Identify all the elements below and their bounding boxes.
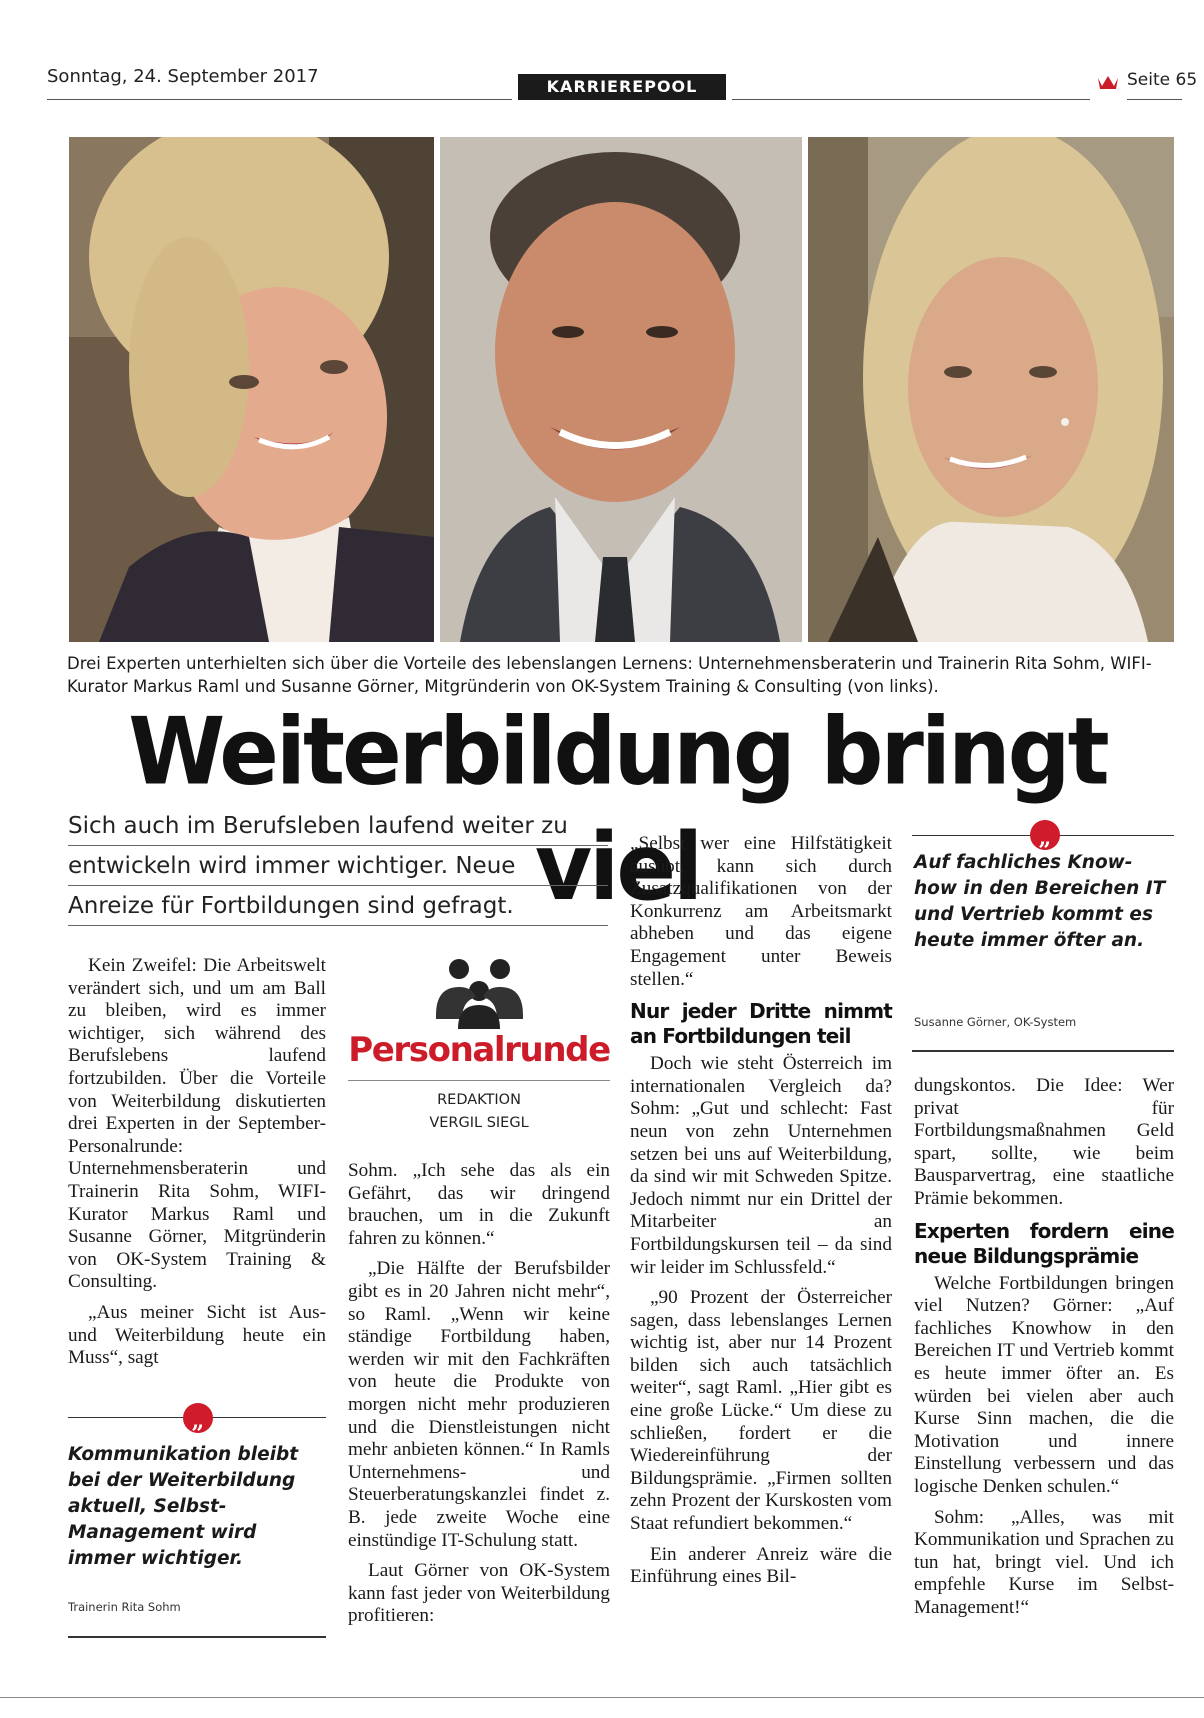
lead-line-2: entwickeln wird immer wichtiger. Neue — [68, 848, 608, 886]
rita-sohm-photo — [69, 137, 434, 642]
section-label: KARRIEREPOOL — [518, 74, 726, 100]
issue-date: Sonntag, 24. September 2017 — [47, 66, 319, 87]
box-rule — [348, 1080, 610, 1081]
page-bottom-rule — [0, 1697, 1204, 1698]
paragraph: Doch wie steht Österreich im internationalen Vergleich da? Sohm: „Gut und schlecht: Fast neun von zehn Unternehmen setzen bei uns auf Weiterbildung, da sind wir mit Schweden Spitze. Jedoch nimmt nur ein Drittel der Mitarbeiter an Fortbildungskursen teil – da sind wir leider im Schlussfeld.“ — [630, 1053, 892, 1278]
quote-source: Susanne Görner, OK-System — [914, 1015, 1077, 1029]
paragraph: Kein Zweifel: Die Arbeitswelt verändert sich, und um am Ball zu bleiben, wird es immer wichtiger, sich während des Berufslebens laufend fortzubilden. Über die Vorteile von Weiterbildung diskutierten drei Experten in der September-Personalrunde: Unternehmensberaterin und Trainerin Rita Sohm, WIFI-Kurator Markus Raml und Susanne Görner, Mitgründerin von OK-System Training & Consulting. — [68, 955, 326, 1293]
article-column-4 — [914, 1075, 1174, 1627]
lead-line-1: Sich auch im Berufsleben laufend weiter zu — [68, 808, 608, 846]
box-label-author: VERGIL SIEGL — [429, 1115, 529, 1131]
markus-raml-photo — [440, 137, 802, 642]
photo-caption: Drei Experten unterhielten sich über die Vorteile des lebenslangen Lernens: Unternehmensberaterin und Trainerin Rita Sohm, WIFI-Kurator Markus Raml und Susanne Görner, Mitgründerin von OK-System Training & Consulting (von links). — [67, 654, 1152, 696]
paragraph: dungskontos. Die Idee: Wer privat für Fortbildungsmaßnahmen Geld spart, sollte, wie beim Bausparvertrag, eine staatliche Prämie bekommen. — [914, 1075, 1174, 1209]
paragraph: Ein anderer Anreiz wäre die Einführung eines Bil- — [630, 1543, 892, 1588]
paragraph: Welche Fortbildungen bringen viel Nutzen? Görner: „Auf fachliches Knowhow in den Bereichen IT und Vertrieb kommt es heute immer öfter an. Es würden bei vielen aber auch Kurse Sinn machen, die die Motivation und innere Einstellung verbessern und das logische Denken schulen.“ — [914, 1272, 1174, 1497]
box-label-redaktion: REDAKTION — [437, 1092, 521, 1108]
paragraph: Sohm: „Alles, was mit Kommunikation und Sprachen zu tun hat, bringt viel. Und ich empfehle Kurse im Selbst-Management!“ — [914, 1506, 1174, 1618]
header-rule-right — [1127, 99, 1182, 100]
subheading: Experten fordern eine neue Bildungsprämie — [914, 1218, 1174, 1268]
crown-icon — [1097, 73, 1119, 91]
subheading: Nur jeder Dritte nimmt an Fortbildungen teil — [630, 999, 892, 1049]
lead-line-3: Anreize für Fortbildungen sind gefragt. — [68, 888, 608, 926]
header-rule-middle — [732, 99, 1090, 100]
article-column-1 — [68, 955, 326, 1378]
pull-quote-goerner: Auf fachliches Know-how in den Bereichen IT und Vertrieb kommt es heute immer öfter an. — [914, 852, 1166, 951]
box-title: Personalrunde — [348, 1030, 610, 1070]
quote-rule-bottom — [68, 1636, 326, 1638]
article-column-3 — [630, 833, 892, 1597]
quote-source: Trainerin Rita Sohm — [68, 1600, 181, 1614]
paragraph: Laut Görner von OK-System kann fast jeder von Weiterbildung profitieren: — [348, 1560, 610, 1627]
paragraph: „Aus meiner Sicht ist Aus- und Weiterbildung heute ein Muss“, sagt — [68, 1301, 326, 1369]
pull-quote-sohm: Kommunikation bleibt bei der Weiterbildung aktuell, Selbst-Management wird immer wichtiger. — [68, 1444, 299, 1569]
paragraph: „Selbst wer eine Hilfstätigkeit ausübt, kann sich durch Zusatzqualifikationen von der Konkurrenz am Arbeitsmarkt abheben und das eigene Engagement unter Beweis stellen.“ — [630, 833, 892, 990]
headline: Weiterbildung bringt viel — [128, 697, 1107, 922]
quote-mark-icon: „ — [1030, 820, 1060, 850]
quote-rule-bottom — [912, 1050, 1174, 1052]
paragraph: „Die Hälfte der Berufsbilder gibt es in 20 Jahren nicht mehr“, so Raml. „Wenn wir keine ständige Fortbildung haben, werden wir mit den Fachkräften von heute die Produkte von morgen nicht mehr produzieren und die Dienstleistungen nicht mehr anbieten können.“ In Ramls Unternehmens- und Steuerberatungskanzlei findet z. B. jede zweite Woche eine einstündige IT-Schulung statt. — [348, 1258, 610, 1551]
paragraph: Sohm. „Ich sehe das als ein Gefährt, das wir dringend brauchen, um in die Zukunft fahren zu können.“ — [348, 1160, 610, 1249]
header-rule-left — [47, 99, 512, 100]
paragraph: „90 Prozent der Österreicher sagen, dass lebenslanges Lernen wichtig ist, aber nur 14 Prozent bilden sich auch tatsächlich weiter“, sagt Raml. „Hier gibt es eine große Lücke.“ Um diese zu schließen, fordert er die Wiedereinführung der Bildungsprämie. „Firmen sollten zehn Prozent der Kurskosten vom Staat refundiert bekommen.“ — [630, 1287, 892, 1535]
group-people-icon — [432, 957, 527, 1029]
article-column-2 — [348, 1160, 610, 1636]
quote-mark-icon: „ — [183, 1403, 213, 1433]
susanne-goerner-photo — [808, 137, 1174, 642]
page-number: Seite 65 — [1127, 70, 1198, 90]
